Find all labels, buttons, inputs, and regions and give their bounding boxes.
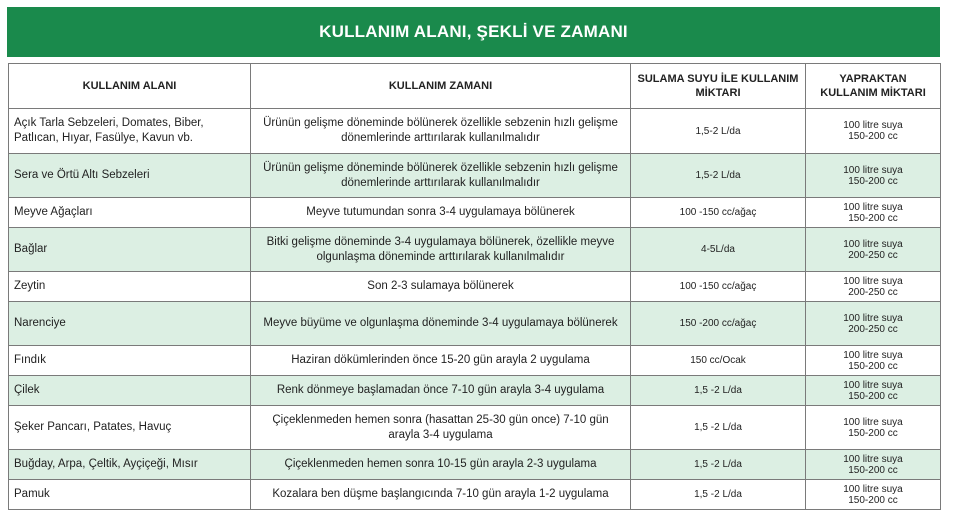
usage-area-cell: Bağlar: [9, 228, 251, 272]
usage-time-cell: Haziran dökümlerinden önce 15-20 gün arayla 2 uygulama: [251, 346, 631, 376]
table-title-banner: [7, 7, 940, 57]
table-row: [9, 450, 941, 480]
irrigation-amount-cell: 150 cc/Ocak: [631, 346, 806, 376]
usage-area-cell: Şeker Pancarı, Patates, Havuç: [9, 406, 251, 450]
foliar-dose: 150-200 cc: [848, 494, 898, 506]
foliar-amount-cell: [806, 450, 941, 480]
usage-area-cell: Pamuk: [9, 480, 251, 510]
usage-area-cell: Açık Tarla Sebzeleri, Domates, Biber, Patlıcan, Hıyar, Fasülye, Kavun vb.: [9, 109, 251, 154]
table-row: [9, 228, 941, 272]
foliar-water-amount: 100 litre suya: [843, 349, 903, 361]
usage-area-cell: Meyve Ağaçları: [9, 198, 251, 228]
foliar-water-amount: 100 litre suya: [843, 120, 903, 131]
foliar-dose: 200-250 cc: [848, 249, 898, 261]
foliar-water-amount: 100 litre suya: [843, 201, 903, 213]
irrigation-amount-cell: 1,5 -2 L/da: [631, 480, 806, 510]
foliar-amount-cell: [806, 302, 941, 346]
irrigation-amount-cell: 100 -150 cc/ağaç: [631, 272, 806, 302]
irrigation-amount-cell: 1,5 -2 L/da: [631, 406, 806, 450]
foliar-water-amount: 100 litre suya: [843, 312, 903, 324]
foliar-dose: 150-200 cc: [848, 390, 898, 402]
usage-area-cell: Narenciye: [9, 302, 251, 346]
usage-time-cell: Meyve büyüme ve olgunlaşma döneminde 3-4 uygulamaya bölünerek: [251, 302, 631, 346]
usage-time-cell: Çiçeklenmeden hemen sonra 10-15 gün arayla 2-3 uygulama: [251, 450, 631, 480]
irrigation-amount-cell: 100 -150 cc/ağaç: [631, 198, 806, 228]
foliar-amount-cell: [806, 228, 941, 272]
header-foliar-amount: YAPRAKTAN KULLANIM MİKTARI: [806, 64, 941, 109]
table-row: [9, 302, 941, 346]
usage-area-cell: Zeytin: [9, 272, 251, 302]
usage-time-cell: Bitki gelişme döneminde 3-4 uygulamaya bölünerek, özellikle meyve olgunlaşma döneminde arttırılarak kullanılmalıdır: [251, 228, 631, 272]
header-irrigation-amount: SULAMA SUYU İLE KULLANIM MİKTARI: [631, 64, 806, 109]
foliar-dose: 150-200 cc: [848, 427, 898, 439]
foliar-water-amount: 100 litre suya: [843, 483, 903, 495]
table-row: [9, 376, 941, 406]
foliar-water-amount: 100 litre suya: [843, 379, 903, 391]
foliar-dose: 200-250 cc: [848, 286, 898, 298]
table-row: [9, 198, 941, 228]
foliar-amount-cell: [806, 198, 941, 228]
table-row: [9, 154, 941, 198]
usage-time-cell: Renk dönmeye başlamadan önce 7-10 gün arayla 3-4 uygulama: [251, 376, 631, 406]
usage-time-cell: Kozalara ben düşme başlangıcında 7-10 gün arayla 1-2 uygulama: [251, 480, 631, 510]
foliar-amount-cell: [806, 272, 941, 302]
irrigation-amount-cell: 1,5-2 L/da: [631, 109, 806, 154]
foliar-amount-cell: [806, 406, 941, 450]
header-usage-time: KULLANIM ZAMANI: [251, 64, 631, 109]
foliar-dose: 150-200 cc: [848, 360, 898, 372]
foliar-amount-cell: [806, 376, 941, 406]
table-row: [9, 480, 941, 510]
table-title: KULLANIM ALANI, ŞEKLİ VE ZAMANI: [319, 22, 628, 41]
usage-area-cell: Çilek: [9, 376, 251, 406]
foliar-amount-cell: [806, 109, 941, 154]
foliar-dose: 150-200 cc: [848, 131, 898, 142]
irrigation-amount-cell: 150 -200 cc/ağaç: [631, 302, 806, 346]
table-header-row: [9, 64, 941, 109]
table-row: [9, 406, 941, 450]
foliar-amount-cell: [806, 154, 941, 198]
table-row: [9, 346, 941, 376]
foliar-water-amount: 100 litre suya: [843, 238, 903, 250]
usage-area-cell: Sera ve Örtü Altı Sebzeleri: [9, 154, 251, 198]
table-row: [9, 272, 941, 302]
irrigation-amount-cell: 1,5 -2 L/da: [631, 450, 806, 480]
foliar-water-amount: 100 litre suya: [843, 416, 903, 428]
foliar-dose: 150-200 cc: [848, 175, 898, 187]
usage-time-cell: Ürünün gelişme döneminde bölünerek özellikle sebzenin hızlı gelişme dönemlerinde arttırılarak kullanılmalıdır: [251, 109, 631, 154]
usage-time-cell: Son 2-3 sulamaya bölünerek: [251, 272, 631, 302]
usage-time-cell: Meyve tutumundan sonra 3-4 uygulamaya bölünerek: [251, 198, 631, 228]
usage-time-cell: Çiçeklenmeden hemen sonra (hasattan 25-30 gün once) 7-10 gün arayla 3-4 uygulama: [251, 406, 631, 450]
header-usage-area: KULLANIM ALANI: [9, 64, 251, 109]
irrigation-amount-cell: 4-5L/da: [631, 228, 806, 272]
usage-area-cell: Fındık: [9, 346, 251, 376]
foliar-water-amount: 100 litre suya: [843, 275, 903, 287]
foliar-water-amount: 100 litre suya: [843, 164, 903, 176]
foliar-dose: 200-250 cc: [848, 323, 898, 335]
foliar-dose: 150-200 cc: [848, 464, 898, 476]
usage-table: [8, 63, 941, 510]
foliar-dose: 150-200 cc: [848, 212, 898, 224]
foliar-amount-cell: [806, 480, 941, 510]
table-row: [9, 109, 941, 154]
foliar-amount-cell: [806, 346, 941, 376]
irrigation-amount-cell: 1,5-2 L/da: [631, 154, 806, 198]
usage-time-cell: Ürünün gelişme döneminde bölünerek özellikle sebzenin hızlı gelişme dönemlerinde arttırılarak kullanılmalıdır: [251, 154, 631, 198]
foliar-water-amount: 100 litre suya: [843, 453, 903, 465]
irrigation-amount-cell: 1,5 -2 L/da: [631, 376, 806, 406]
usage-area-cell: Buğday, Arpa, Çeltik, Ayçiçeği, Mısır: [9, 450, 251, 480]
